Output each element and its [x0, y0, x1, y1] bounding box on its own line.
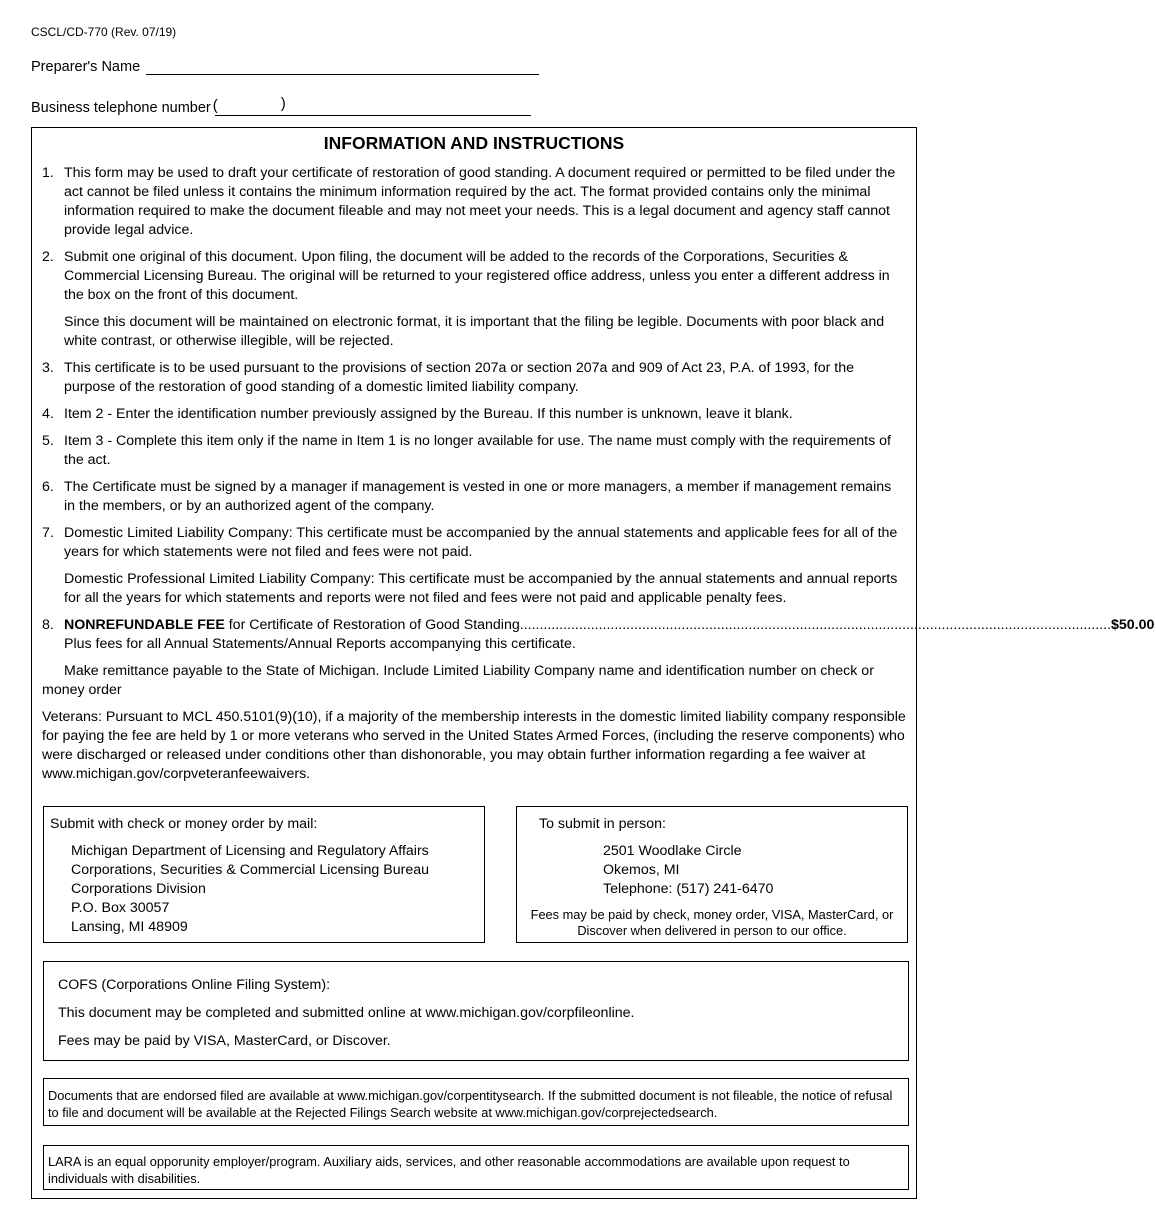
fee-description: for Certificate of Restoration of Good Standing: [224, 617, 520, 633]
instructions-box: [31, 127, 1155, 1199]
instructions-title: INFORMATION AND INSTRUCTIONS: [323, 133, 625, 153]
cofs-fee-note: Fees may be paid by VISA, MasterCard, or Discover.: [58, 1033, 391, 1049]
person-fee-note: Fees may be paid by check, money order, VISA, MasterCard, or Discover when delivered in person to our office.: [530, 907, 894, 938]
instruction-item-8: 8. NONREFUNDABLE FEE for Certificate of Restoration of Good Standing ...................................................................................................................................................... $50.00 Plus fees for all Annual Statements/Annual Reports accompanying this certificate.: [42, 617, 1155, 652]
fee-dots: ......................................................................................................................................................: [519, 617, 1112, 633]
remittance-note: Make remittance payable to the State of Michigan. Include Limited Liability Company name and identification number on check or money order: [42, 663, 874, 698]
instruction-text: This form may be used to draft your certificate of restoration of good standing. A document required or permitted to be filed under the act cannot be filed unless it contains the minimum information required by the act. The format provided contains only the minimal information required to make the document fileable and may not meet your needs. This is a legal document and agency staff cannot provide legal advice.: [64, 165, 896, 238]
instruction-text: The Certificate must be signed by a manager if management is vested in one or more managers, a member if management remains in the members, or by an authorized agent of the company.: [64, 479, 892, 514]
instruction-item-1: 1. This form may be used to draft your certificate of restoration of good standing. A document required or permitted to be filed under the act cannot be filed unless it contains the minimum information required by the act. The format provided contains only the minimal information required to make the document fileable and may not meet your needs. This is a legal document and agency staff cannot provide legal advice.: [42, 164, 906, 240]
instruction-item-2: 2. Submit one original of this document. Upon filing, the document will be added to the records of the Corporations, Securities & Commercial Licensing Bureau. The original will be returned to your registered office address, unless you enter a different address in the box on the front of this document.: [42, 248, 906, 305]
documents-note: Documents that are endorsed filed are available at www.michigan.gov/corpentitysearch. If the submitted document is not fileable, the notice of refusal to file and document will be available at the Rejected Filings Search website at www.michigan.gov/corprejectedsearch.: [48, 1088, 893, 1120]
mail-submission-box: [43, 806, 485, 943]
instruction-text: This certificate is to be used pursuant to the provisions of section 207a or section 207a and 909 of Act 23, P.A. of 1993, for the purpose of the restoration of good standing of a domestic limited liability company.: [64, 360, 855, 395]
mail-heading: Submit with check or money order by mail:: [50, 816, 318, 832]
instruction-item-7-note: Domestic Professional Limited Liability Company: This certificate must be accompanied by the annual statements and annual reports for all the years for which statements and reports were not filed and fees were not paid and applicable penalty fees.: [64, 571, 898, 606]
fee-sub: Plus fees for all Annual Statements/Annual Reports accompanying this certificate.: [64, 636, 576, 652]
veterans-note: Veterans: Pursuant to MCL 450.5101(9)(10), if a majority of the membership interests in the domestic limited liability company responsible for paying the fee are held by 1 or more veterans who served in the United States Armed Forces, (including the reserve components) who were discharged or released under conditions other than dishonorable, you may obtain further information regarding a fee waiver at www.michigan.gov/corpveteranfeewaivers.: [42, 709, 906, 782]
in-person-submission-box: [516, 806, 908, 943]
phone-paren-close: ): [280, 95, 286, 112]
fee-line: [64, 616, 1156, 635]
person-heading: To submit in person:: [539, 816, 666, 832]
instruction-text: Submit one original of this document. Upon filing, the document will be added to the records of the Corporations, Securities & Commercial Licensing Bureau. The original will be returned to your registered office address, unless you enter a different address in the box on the front of this document.: [64, 249, 890, 303]
preparer-name-row: [31, 56, 539, 75]
business-phone-field[interactable]: [212, 95, 531, 116]
phone-paren-open: (: [212, 97, 218, 114]
business-phone-row: [31, 97, 531, 116]
person-address: 2501 Woodlake Circle Okemos, MI Telephone: (517) 241-6470: [603, 843, 774, 897]
preparer-name-label: Preparer's Name: [31, 59, 141, 75]
instruction-item-7: 7. Domestic Limited Liability Company: This certificate must be accompanied by the annual statements and applicable fees for all of the years for which statements were not filed and fees were not paid.: [42, 524, 906, 562]
cofs-box: [43, 961, 909, 1061]
instruction-item-3: 3. This certificate is to be used pursuant to the provisions of section 207a or section 207a and 909 of Act 23, P.A. of 1993, for the purpose of the restoration of good standing of a domestic limited liability company.: [42, 359, 906, 397]
mail-address: Michigan Department of Licensing and Regulatory Affairs Corporations, Securities & Commercial Licensing Bureau Corporations Division P.O. Box 30057 Lansing, MI 48909: [71, 843, 429, 935]
instruction-item-5: 5. Item 3 - Complete this item only if the name in Item 1 is no longer available for use. The name must comply with the requirements of the act.: [42, 432, 906, 470]
instruction-text: Item 3 - Complete this item only if the name in Item 1 is no longer available for use. The name must comply with the requirements of the act.: [64, 433, 891, 468]
cofs-online-note: This document may be completed and submitted online at www.michigan.gov/corpfileonline.: [58, 1005, 635, 1021]
instruction-text: Domestic Limited Liability Company: This certificate must be accompanied by the annual statements and applicable fees for all of the years for which statements were not filed and fees were not paid.: [64, 525, 898, 560]
instruction-item-2-note: Since this document will be maintained on electronic format, it is important that the filing be legible. Documents with poor black and white contrast, or otherwise illegible, will be rejected.: [64, 314, 885, 349]
fee-amount: $50.00: [1111, 617, 1155, 633]
lara-note-box: [43, 1145, 909, 1190]
cofs-heading: COFS (Corporations Online Filing System):: [58, 977, 331, 993]
instructions-content: [42, 164, 1155, 792]
documents-note-box: [43, 1078, 909, 1126]
instruction-item-4: 4. Item 2 - Enter the identification number previously assigned by the Bureau. If this number is unknown, leave it blank.: [42, 405, 906, 424]
form-id: CSCL/CD-770 (Rev. 07/19): [31, 25, 177, 39]
business-phone-label: Business telephone number: [31, 100, 211, 116]
lara-note: LARA is an equal opporunity employer/program. Auxiliary aids, services, and other reasonable accommodations are available upon request to individuals with disabilities.: [48, 1154, 850, 1186]
preparer-name-field[interactable]: [146, 56, 539, 75]
instruction-text: Item 2 - Enter the identification number previously assigned by the Bureau. If this number is unknown, leave it blank.: [64, 406, 793, 422]
fee-label: NONREFUNDABLE FEE: [64, 617, 225, 633]
instruction-item-6: 6. The Certificate must be signed by a manager if management is vested in one or more managers, a member if management remains in the members, or by an authorized agent of the company.: [42, 478, 906, 516]
